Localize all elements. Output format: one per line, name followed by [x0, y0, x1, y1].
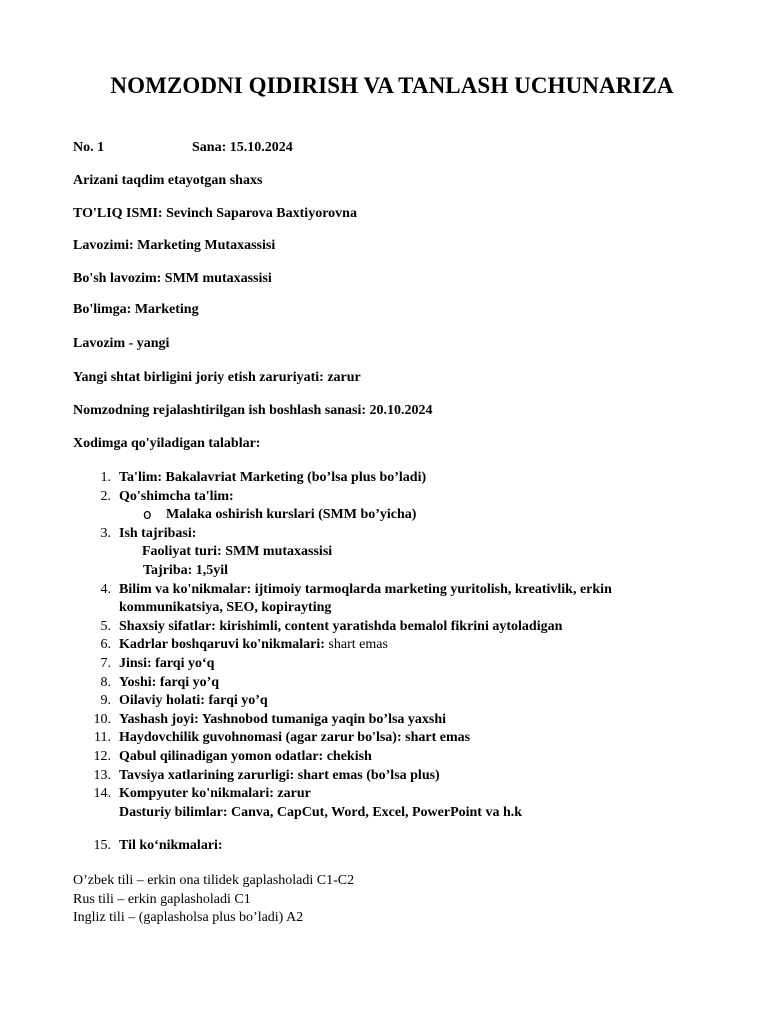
list-item: [73, 469, 693, 488]
requirements-header: Xodimga qo'yiladigan talablar:: [73, 436, 261, 451]
list-item: [73, 711, 693, 730]
list-number: 9.: [100, 693, 111, 709]
list-value: shart emas: [324, 637, 388, 653]
language-english: Ingliz tili – (gaplasholsa plus bo’ladi) A2: [73, 910, 304, 926]
list-number: 5.: [100, 618, 111, 634]
experience-type: Faoliyat turi: SMM mutaxassisi: [142, 544, 333, 560]
full-name: TO'LIQ ISMI: Sevinch Saparova Baxtiyorovna: [73, 206, 357, 221]
list-text: Ish tajribasi:: [119, 525, 197, 541]
list-text: Haydovchilik guvohnomasi (agar zarur bo'lsa): shart emas: [119, 730, 471, 746]
list-item: [73, 767, 693, 786]
list-number: 10.: [93, 711, 111, 727]
list-item: [73, 525, 693, 544]
list-spacer: [73, 822, 693, 837]
list-number: 13.: [93, 767, 111, 783]
document-number: No. 1: [73, 140, 105, 155]
list-number: 3.: [100, 525, 111, 541]
applicant-header: Arizani taqdim etayotgan shaxs: [73, 173, 263, 188]
list-text-continuation: kommunikatsiya, SEO, kopirayting: [119, 600, 332, 616]
list-item: [73, 488, 693, 507]
list-text: Yoshi: farqi yo’q: [119, 674, 220, 690]
language-russian: Rus tili – erkin gaplasholadi C1: [73, 891, 251, 907]
list-item: [73, 729, 693, 748]
experience-years: Tajriba: 1,5yil: [143, 562, 229, 578]
list-text: Malaka oshirish kurslari (SMM bo’yicha): [166, 507, 417, 523]
list-number: 15.: [93, 838, 111, 854]
position-status: Lavozim - yangi: [73, 336, 170, 351]
department: Bo'limga: Marketing: [73, 302, 199, 317]
list-text: Yashash joyi: Yashnobod tumaniga yaqin bo’lsa yaxshi: [119, 711, 447, 727]
list-text: Bilim va ko'nikmalar: ijtimoiy tarmoqlarda marketing yuritolish, kreativlik, erkin: [119, 581, 612, 597]
list-number: 1.: [100, 470, 111, 485]
list-text: Kompyuter ko'nikmalari: zarur: [119, 786, 311, 802]
list-item: [73, 692, 693, 711]
list-item: [73, 581, 693, 600]
new-unit-need: Yangi shtat birligini joriy etish zaruriyati: zarur: [73, 370, 361, 385]
document-title: NOMZODNI QIDIRISH VA TANLASH UCHUNARIZA: [110, 73, 674, 98]
list-text: Shaxsiy sifatlar: kirishimli, content yaratishda bemalol fikrini aytoladigan: [119, 618, 563, 634]
list-number: 8.: [100, 674, 111, 690]
list-text: Kadrlar boshqaruvi ko'nikmalari:: [119, 637, 325, 653]
list-number: 12.: [93, 748, 111, 764]
requirements-list: [73, 469, 693, 856]
list-item: [73, 837, 693, 856]
vacancy: Bo'sh lavozim: SMM mutaxassisi: [73, 271, 272, 286]
position: Lavozimi: Marketing Mutaxassisi: [73, 238, 276, 253]
list-text-continuation: Dasturiy bilimlar: Canva, CapCut, Word, Excel, PowerPoint va h.k: [119, 804, 523, 820]
list-text: Qo'shimcha ta'lim:: [119, 488, 234, 504]
list-item: [73, 618, 693, 637]
list-text: Jinsi: farqi yo‘q: [119, 655, 215, 671]
list-number: 4.: [100, 581, 111, 597]
list-item: [73, 748, 693, 767]
list-text: Ta'lim: Bakalavriat Marketing (bo’lsa plus bo’ladi): [119, 470, 427, 485]
planned-start-date: Nomzodning rejalashtirilgan ish boshlash sanasi: 20.10.2024: [73, 403, 433, 418]
list-number: 14.: [93, 786, 111, 802]
document-date: Sana: 15.10.2024: [192, 140, 293, 155]
list-text: Tavsiya xatlarining zarurligi: shart emas (bo’lsa plus): [119, 767, 440, 783]
language-uzbek: O’zbek tili – erkin ona tilidek gaplasholadi C1-C2: [73, 873, 355, 888]
sub-list-item: [73, 506, 693, 525]
list-text: Qabul qilinadigan yomon odatlar: chekish: [119, 748, 372, 764]
list-number: 11.: [94, 730, 111, 746]
list-item: [73, 655, 693, 674]
language-skills: [73, 872, 354, 928]
list-text: Oilaviy holati: farqi yo’q: [119, 693, 268, 709]
list-text: Til ko‘nikmalari:: [119, 838, 223, 854]
list-number: 6.: [100, 637, 111, 653]
list-item: [73, 674, 693, 693]
list-item: [73, 636, 693, 655]
circle-bullet-icon: o: [143, 507, 152, 524]
list-item: [73, 785, 693, 804]
list-number: 7.: [100, 655, 111, 671]
list-number: 2.: [100, 488, 111, 504]
